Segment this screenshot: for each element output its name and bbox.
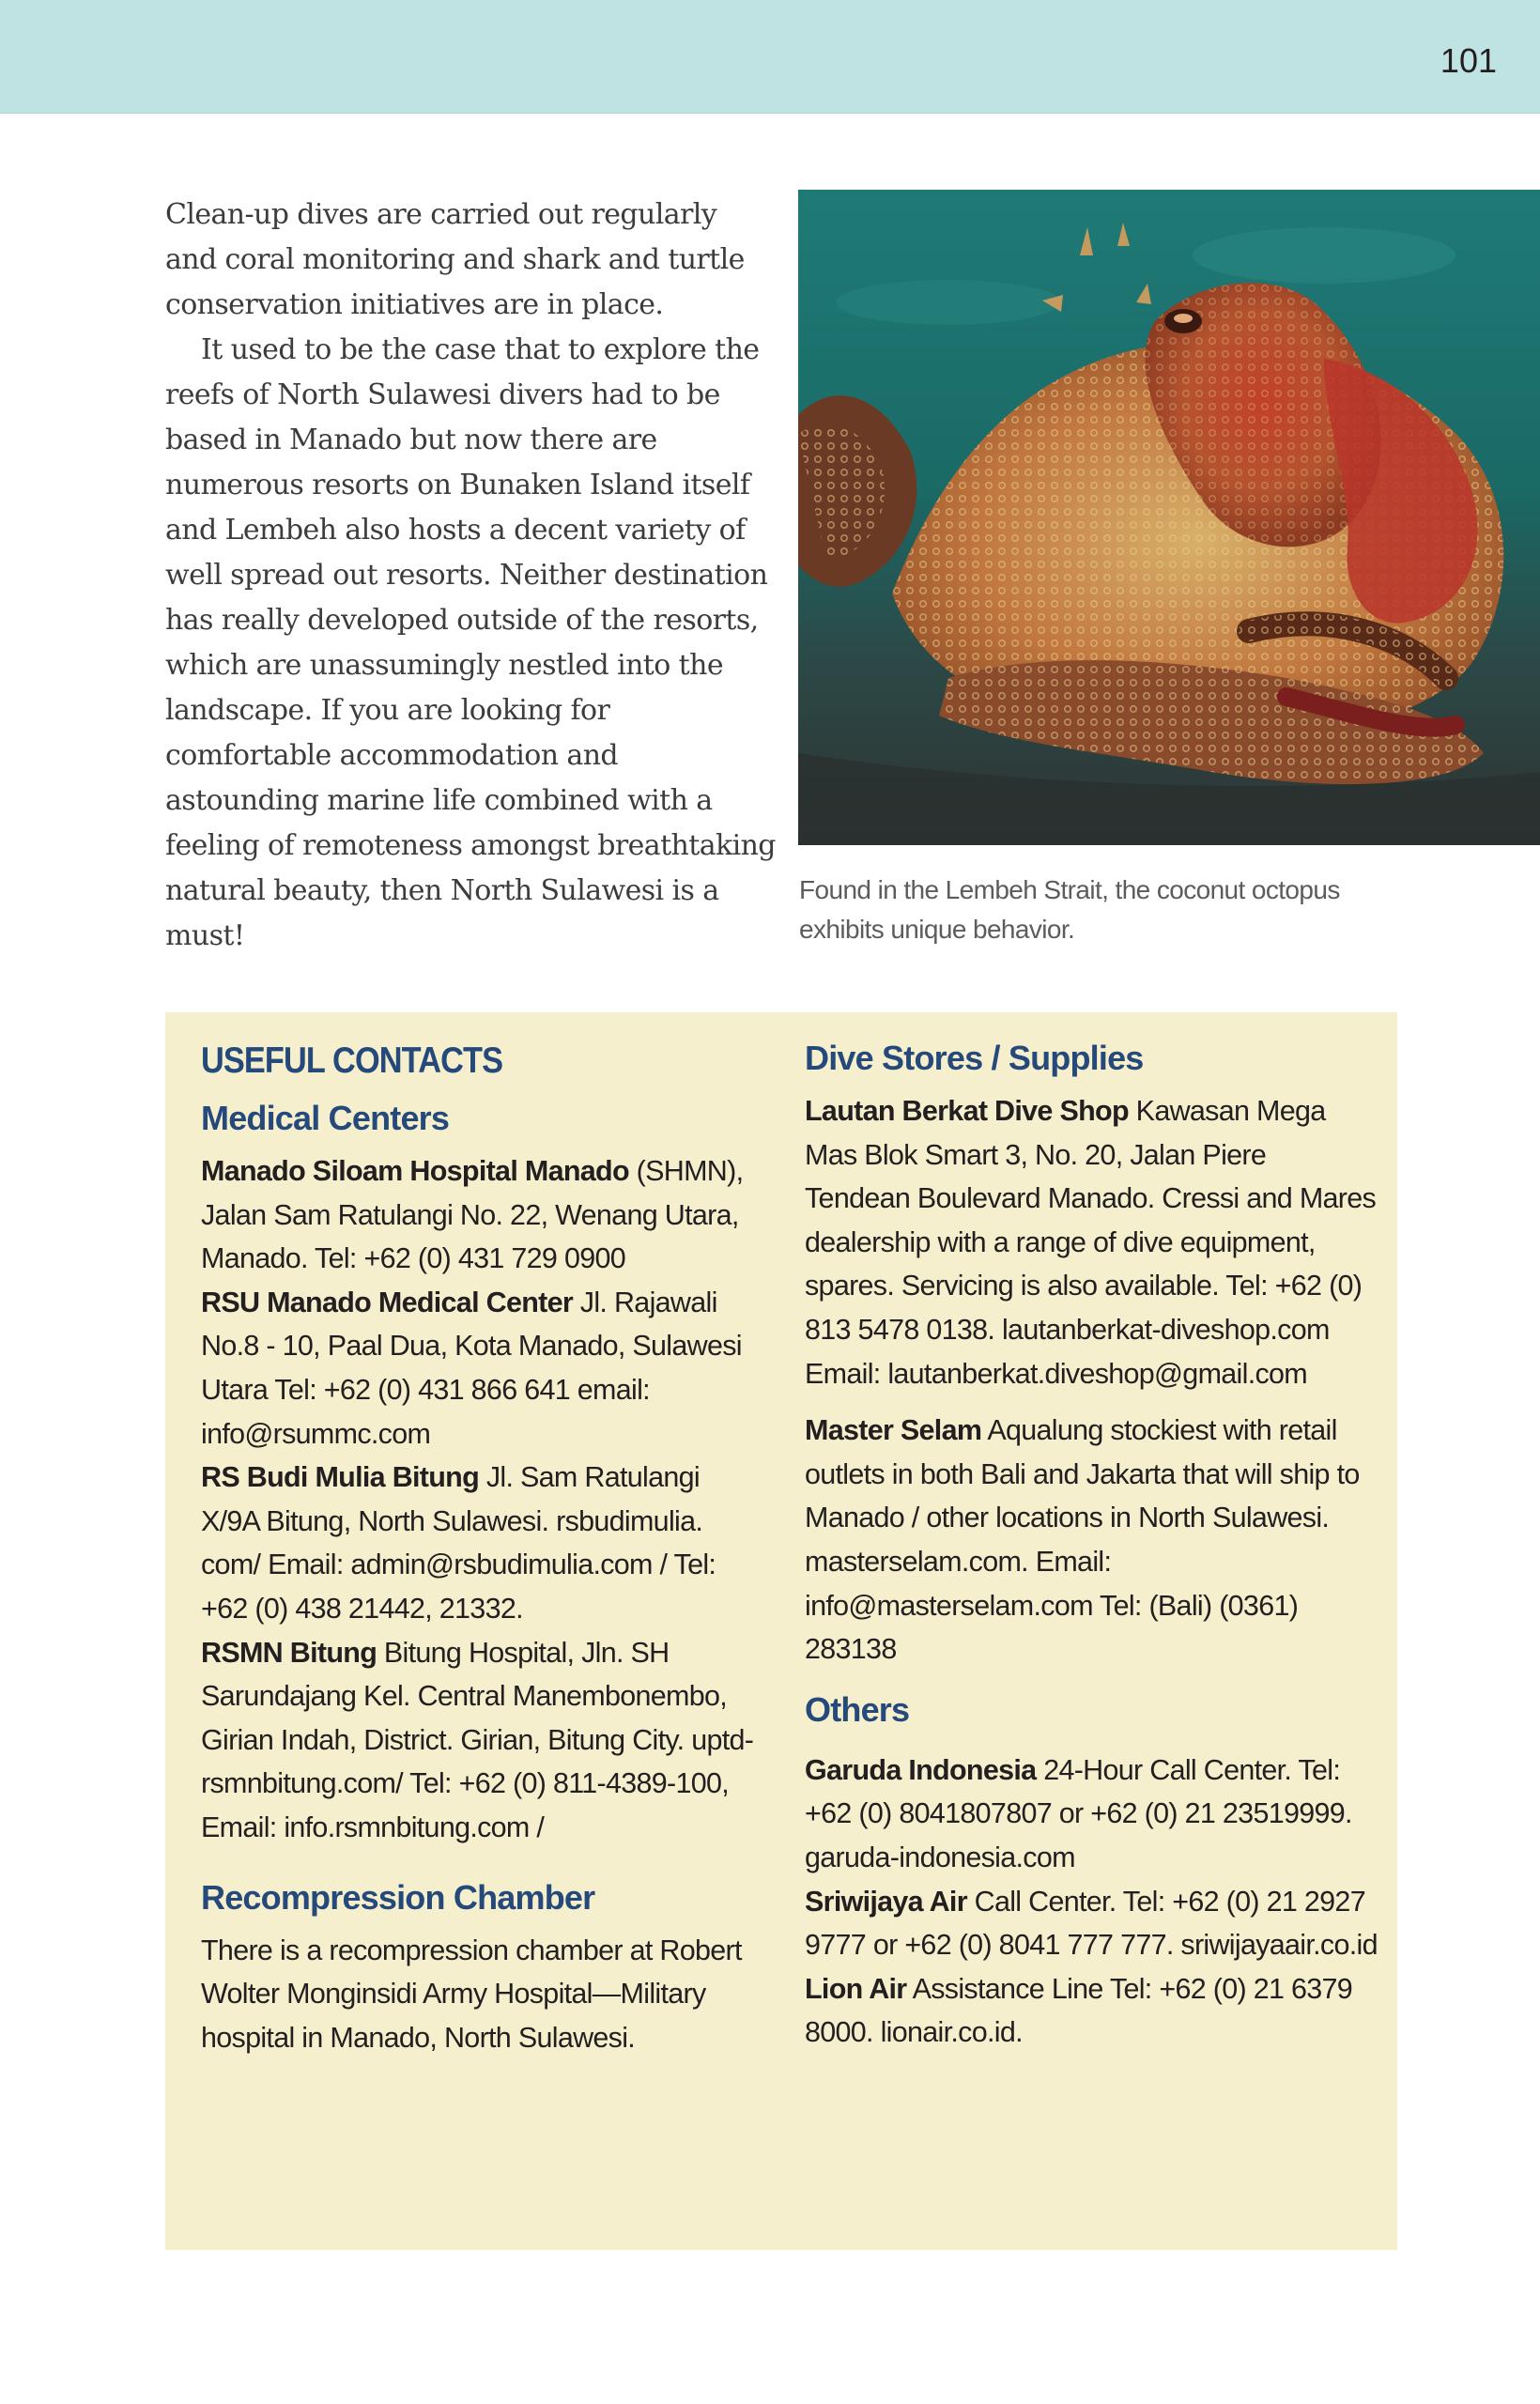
contact-name: Garuda Indonesia bbox=[805, 1753, 1037, 1786]
page-number: 101 bbox=[1440, 41, 1497, 80]
contact-details: Call Center. Tel: +62 (0) 21 2927 9777 or +62 (0) 8041 777 777. sriwijayaair.co.id bbox=[805, 1885, 1378, 1962]
body-text bbox=[165, 193, 776, 959]
contact-name: Sriwijaya Air bbox=[805, 1885, 967, 1918]
body-paragraph: Clean-up dives are carried out regularly and coral monitoring and shark and turtle conservation initiatives are in place. bbox=[165, 198, 745, 321]
contact-details: Assistance Line Tel: +62 (0) 21 6379 8000. lionair.co.id. bbox=[805, 1972, 1353, 2049]
contact-name: Master Selam bbox=[805, 1414, 982, 1447]
contact-name: Lion Air bbox=[805, 1972, 907, 2005]
recompression-chamber-heading: Recompression Chamber bbox=[201, 1877, 595, 1917]
contact-name: Manado Siloam Hospital Manado bbox=[201, 1155, 629, 1187]
contact-entry bbox=[201, 1281, 764, 1456]
contact-entry bbox=[805, 1967, 1378, 2055]
contacts-left-column bbox=[201, 1033, 764, 2059]
coconut-octopus-photo bbox=[798, 190, 1540, 845]
contact-name: RSMN Bitung bbox=[201, 1636, 377, 1669]
header-band bbox=[0, 0, 1540, 114]
others-heading: Others bbox=[805, 1689, 910, 1729]
photo-caption: Found in the Lembeh Strait, the coconut octopus exhibits unique behavior. bbox=[799, 875, 1340, 944]
dive-stores-heading: Dive Stores / Supplies bbox=[805, 1039, 1144, 1077]
contact-entry bbox=[805, 1409, 1378, 1672]
contact-details: Kawasan Mega Mas Blok Smart 3, No. 20, Jalan Piere Tendean Boulevard Manado. Cressi and Mares dealership with a range of dive equipment, spares. Servicing is also available. Tel: +62 (0) 813 5478 0138. lautanberkat-diveshop.com Email: lautanberkat.diveshop@gmail.com bbox=[805, 1095, 1377, 1390]
medical-centers-heading: Medical Centers bbox=[201, 1099, 450, 1137]
contact-entry bbox=[805, 1089, 1378, 1395]
recompression-text: There is a recompression chamber at Robert Wolter Monginsidi Army Hospital—Military hospital in Manado, North Sulawesi. bbox=[201, 1934, 742, 2054]
contact-entry bbox=[201, 1631, 764, 1850]
contact-name: RSU Manado Medical Center bbox=[201, 1286, 574, 1318]
contact-details: Jl. Sam Ratulangi X/9A Bitung, North Sulawesi. rsbudimulia. com/ Email: admin@rsbudimulia.com / Tel: +62 (0) 438 21442, 21332. bbox=[201, 1461, 716, 1625]
contact-entry bbox=[805, 1749, 1378, 1880]
contact-name: Lautan Berkat Dive Shop bbox=[805, 1095, 1129, 1127]
contact-details: Bitung Hospital, Jln. SH Sarundajang Kel. Central Manembonembo, Girian Indah, District. Girian, Bitung City. uptd-rsmnbitung.com/ Tel: +62 (0) 811-4389-100, Email: info.rsmnbitung.com / bbox=[201, 1636, 754, 1843]
contact-entry bbox=[805, 1880, 1378, 1967]
contacts-title: USEFUL CONTACTS bbox=[201, 1040, 503, 1081]
contact-details: (SHMN), Jalan Sam Ratulangi No. 22, Wenang Utara, Manado. Tel: +62 (0) 431 729 0900 bbox=[201, 1155, 744, 1275]
body-paragraph: It used to be the case that to explore the reefs of North Sulawesi divers had to be based in Manado but now there are numerous resorts on Bunaken Island itself and Lembeh also hosts a decent variety of well spread out resorts. Neither destination has really developed outside of the resorts, which are unassumingly nestled into the landscape. If you are looking for comfortable accommodation and astounding marine life combined with a feeling of remoteness amongst breathtaking natural beauty, then North Sulawesi is a must! bbox=[165, 333, 776, 952]
contacts-right-column bbox=[805, 1033, 1378, 2055]
contact-details: Jl. Rajawali No.8 - 10, Paal Dua, Kota Manado, Sulawesi Utara Tel: +62 (0) 431 866 641 email: info@rsummc.com bbox=[201, 1286, 742, 1450]
contact-details: 24-Hour Call Center. Tel: +62 (0) 8041807807 or +62 (0) 21 23519999. garuda-indonesia.com bbox=[805, 1753, 1352, 1873]
contact-name: RS Budi Mulia Bitung bbox=[201, 1461, 480, 1494]
useful-contacts-box bbox=[165, 1012, 1397, 2250]
contact-entry bbox=[201, 1149, 764, 1281]
contact-entry bbox=[201, 1456, 764, 1630]
contact-details: Aqualung stockiest with retail outlets in both Bali and Jakarta that will ship to Manado / other locations in North Sulawesi. masterselam.com. Email: info@masterselam.com Tel: (Bali) (0361) 283138 bbox=[805, 1414, 1360, 1666]
